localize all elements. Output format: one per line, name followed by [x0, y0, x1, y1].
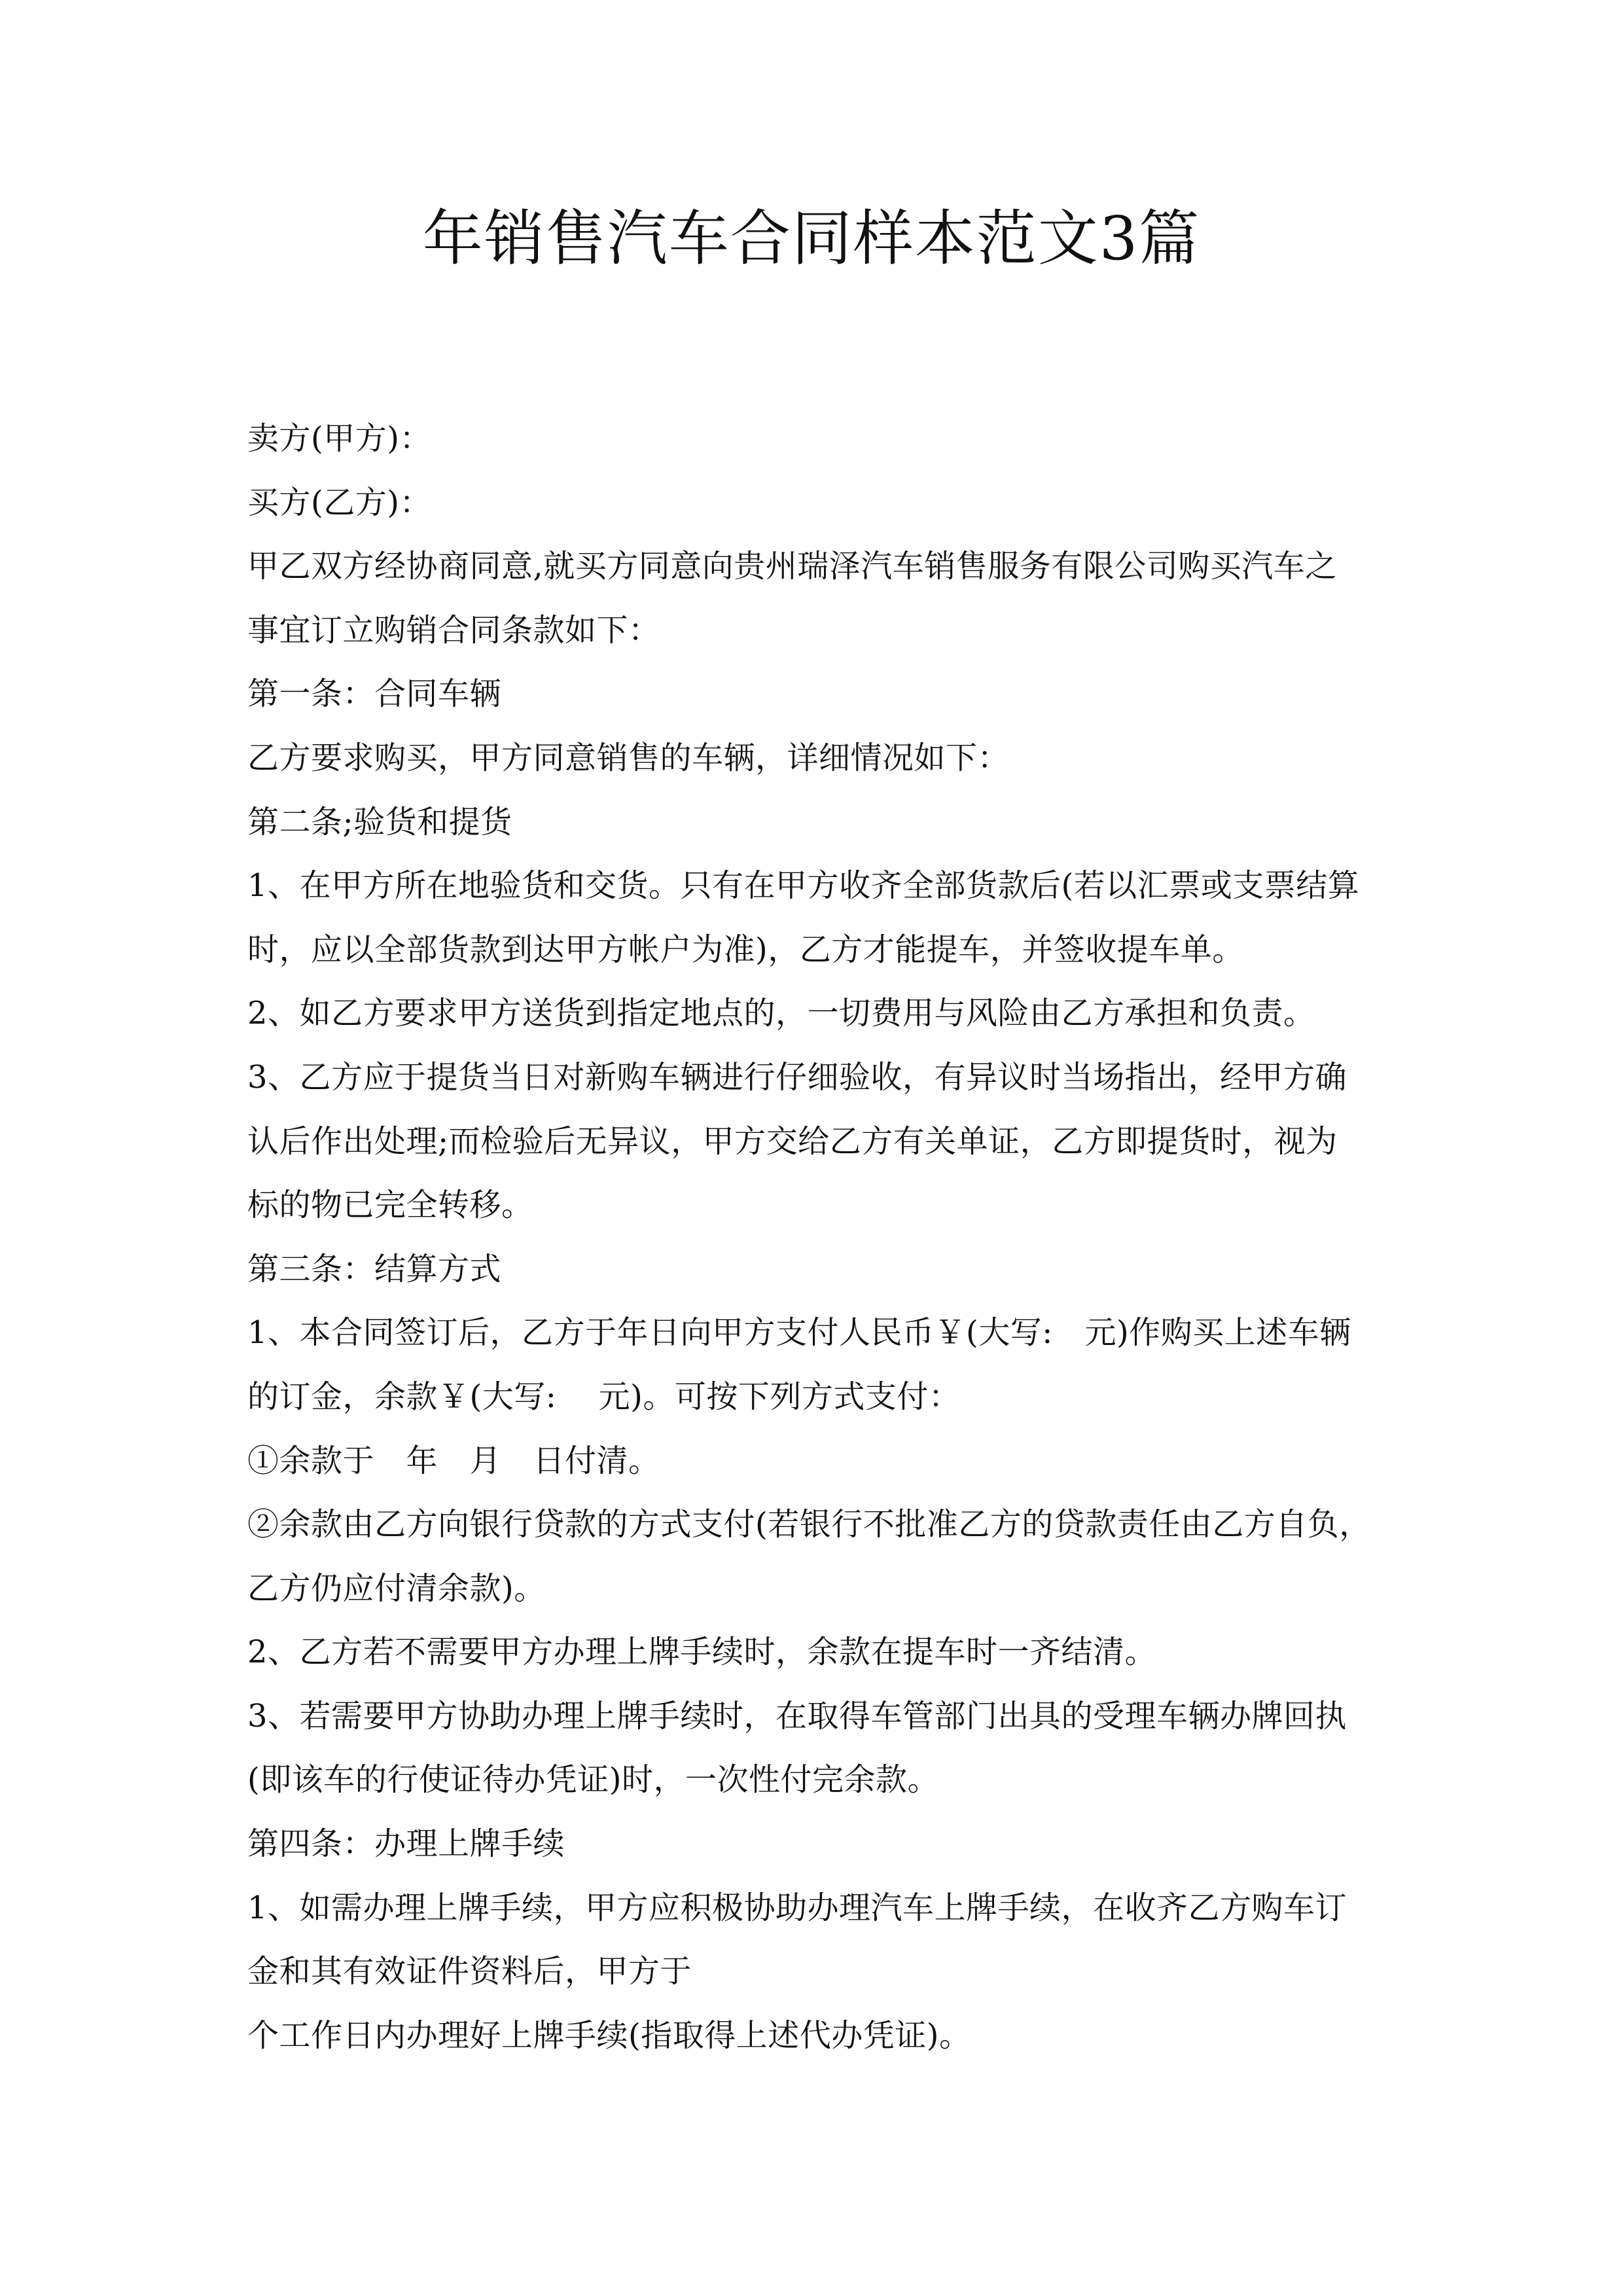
- paragraph-line: 的订金，余款￥(大写: 元)。可按下列方式支付：: [247, 1378, 961, 1415]
- article-heading: 第二条;验货和提货: [247, 803, 512, 840]
- paragraph-line: 2、乙方若不需要甲方办理上牌手续时，余款在提车时一齐结清。: [247, 1634, 1157, 1671]
- buyer-line: 买方(乙方)：: [247, 484, 431, 521]
- paragraph-line: (即该车的行使证待办凭证)时，一次性付完余款。: [247, 1761, 939, 1799]
- paragraph-line: 认后作出处理;而检验后无异议，甲方交给乙方有关单证，乙方即提货时，视为: [247, 1122, 1338, 1160]
- paragraph-line: 甲乙双方经协商同意,就买方同意向贵州瑞泽汽车销售服务有限公司购买汽车之: [247, 548, 1337, 585]
- document-title: 年销售汽车合同样本范文3篇: [422, 204, 1201, 274]
- article-heading: 第一条：合同车辆: [247, 675, 502, 713]
- paragraph-line: 乙方仍应付清余款)。: [247, 1570, 546, 1607]
- paragraph-line: 金和其有效证件资料后，甲方于: [247, 1953, 692, 1990]
- paragraph-line: 1、如需办理上牌手续，甲方应积极协助办理汽车上牌手续，在收齐乙方购车订: [247, 1889, 1347, 1926]
- article-heading: 第三条：结算方式: [247, 1250, 502, 1287]
- paragraph-line: 事宜订立购销合同条款如下：: [247, 611, 660, 649]
- paragraph-line: 个工作日内办理好上牌手续(指取得上述代办凭证)。: [247, 2017, 971, 2054]
- paragraph-line: 时，应以全部货款到达甲方帐户为准)，乙方才能提车，并签收提车单。: [247, 931, 1244, 968]
- paragraph-line: 1、在甲方所在地验货和交货。只有在甲方收齐全部货款后(若以汇票或支票结算: [247, 867, 1360, 905]
- document-body: [247, 407, 1399, 2068]
- paragraph-line: 2、如乙方要求甲方送货到指定地点的，一切费用与风险由乙方承担和负责。: [247, 995, 1315, 1032]
- paragraph-line: ②余款由乙方向银行贷款的方式支付(若银行不批准乙方的贷款责任由乙方自负，: [247, 1506, 1371, 1543]
- paragraph-line: 1、本合同签订后，乙方于年日向甲方支付人民币￥(大写: 元)作购买上述车辆: [247, 1314, 1351, 1352]
- paragraph-line: ①余款于 年 月 日付清。: [247, 1442, 660, 1479]
- paragraph-line: 标的物已完全转移。: [247, 1187, 533, 1224]
- article-heading: 第四条：办理上牌手续: [247, 1825, 565, 1863]
- paragraph-line: 乙方要求购买，甲方同意销售的车辆，详细情况如下：: [247, 739, 1010, 776]
- paragraph-line: 3、乙方应于提货当日对新购车辆进行仔细验收，有异议时当场指出，经甲方确: [247, 1058, 1347, 1096]
- seller-line: 卖方(甲方)：: [247, 420, 431, 457]
- paragraph-line: 3、若需要甲方协助办理上牌手续时，在取得车管部门出具的受理车辆办牌回执: [247, 1697, 1347, 1734]
